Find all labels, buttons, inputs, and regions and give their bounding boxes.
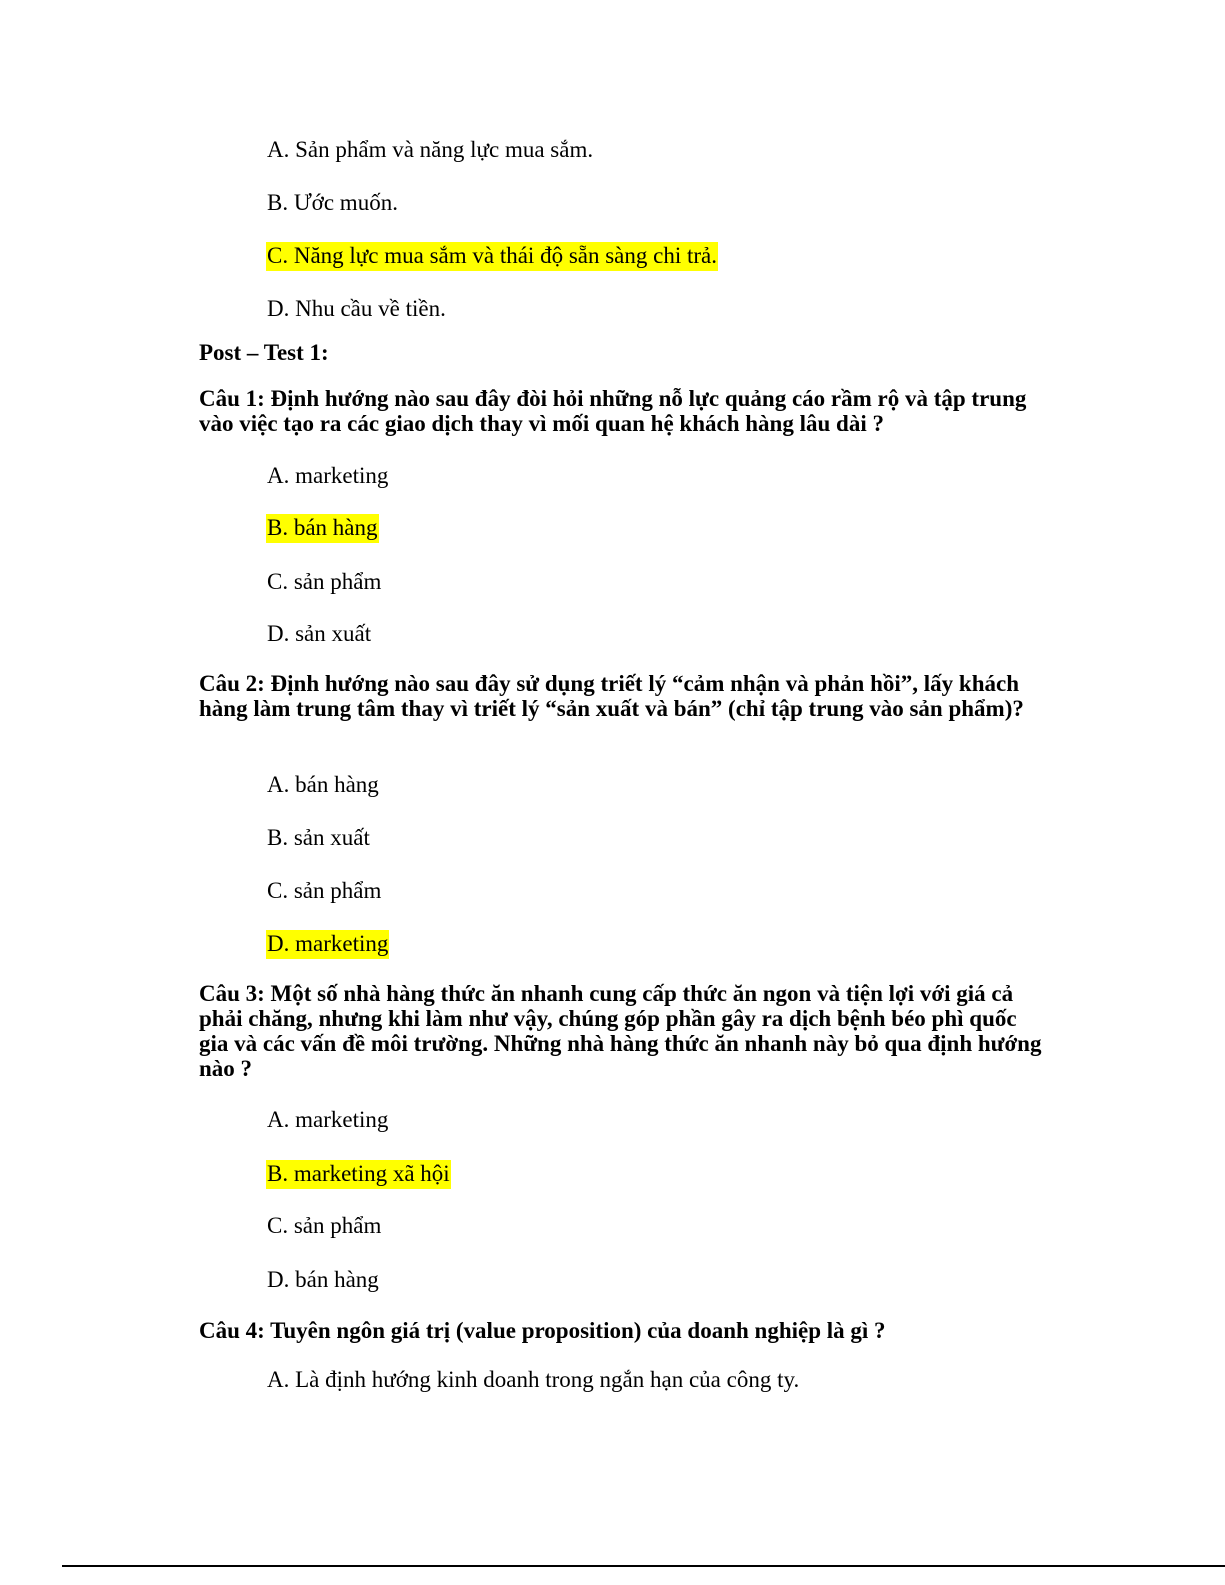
option-prev-a [266,138,594,161]
option-text: C. sản phẩm [267,878,382,903]
option-prev-d [266,297,447,320]
option-q1-a [266,464,389,487]
page-bottom-rule [62,1565,1225,1567]
option-q3-c [266,1214,382,1237]
option-q1-b-correct [266,516,379,539]
option-text-highlighted: B. marketing xã hội [266,1160,451,1189]
question-2: Câu 2: Định hướng nào sau đây sử dụng triết lý “cảm nhận và phản hồi”, lấy khách hàng làm trung tâm thay vì triết lý “sản xuất và bán” (chỉ tập trung vào sản phẩm)? [199,671,1024,721]
option-text: A. marketing [267,463,389,488]
option-q2-c [266,879,382,902]
option-text: B. Ước muốn. [267,190,398,215]
option-prev-c-correct [266,244,718,267]
option-text: A. marketing [267,1107,389,1132]
option-q1-d [266,622,372,645]
option-q3-a [266,1108,389,1131]
option-text: C. sản phẩm [267,1213,382,1238]
option-text-highlighted: B. bán hàng [266,514,379,543]
question-1: Câu 1: Định hướng nào sau đây đòi hỏi những nỗ lực quảng cáo rầm rộ và tập trung vào việc tạo ra các giao dịch thay vì mối quan hệ khách hàng lâu dài ? [199,386,1027,436]
option-prev-b [266,191,399,214]
section-title: Post – Test 1: [199,340,329,365]
option-q2-b [266,826,371,849]
option-q3-d [266,1268,380,1291]
question-4: Câu 4: Tuyên ngôn giá trị (value proposition) của doanh nghiệp là gì ? [199,1318,886,1343]
option-q3-b-correct [266,1162,451,1185]
option-text: A. Sản phẩm và năng lực mua sắm. [267,137,594,162]
option-text: C. sản phẩm [267,569,382,594]
option-text: A. Là định hướng kinh doanh trong ngắn hạn của công ty. [267,1367,800,1392]
option-text: D. sản xuất [267,621,372,646]
option-q4-a [266,1368,800,1391]
option-text: D. Nhu cầu về tiền. [267,296,446,321]
option-q2-d-correct [266,932,389,955]
option-text: D. bán hàng [267,1267,379,1292]
option-text-highlighted: C. Năng lực mua sắm và thái độ sẵn sàng chi trả. [266,242,718,271]
option-q2-a [266,773,380,796]
option-text: A. bán hàng [267,772,379,797]
option-q1-c [266,570,382,593]
question-3: Câu 3: Một số nhà hàng thức ăn nhanh cung cấp thức ăn ngon và tiện lợi với giá cả phải chăng, nhưng khi làm như vậy, chúng góp phần gây ra dịch bệnh béo phì quốc gia và các vấn đề môi trường. Những nhà hàng thức ăn nhanh này bỏ qua định hướng nào ? [199,981,1042,1081]
option-text: B. sản xuất [267,825,370,850]
option-text-highlighted: D. marketing [266,930,389,959]
